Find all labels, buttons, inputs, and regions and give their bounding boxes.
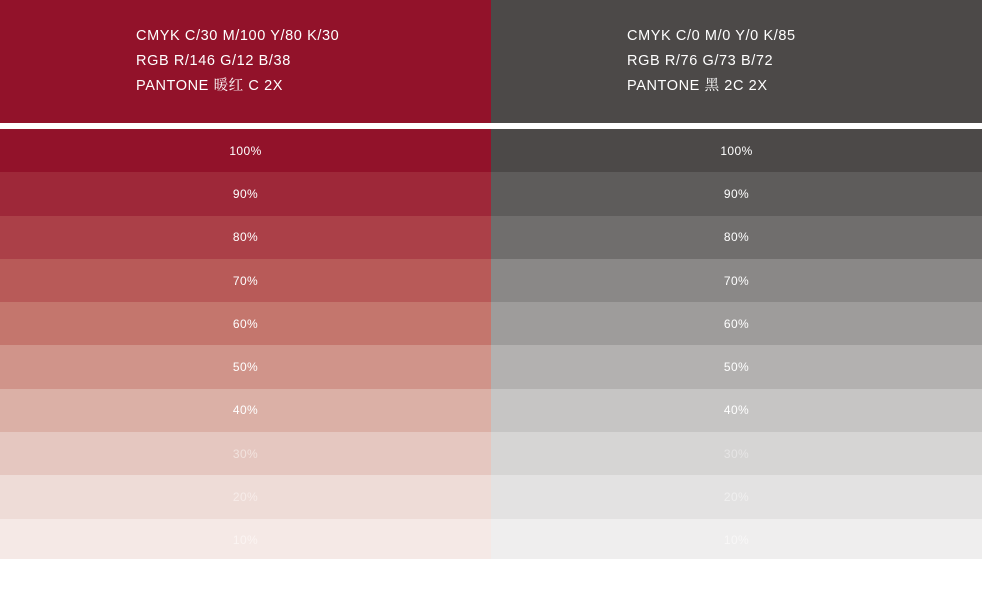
page-footer-whitespace <box>0 559 982 612</box>
tint-row <box>491 345 982 388</box>
tint-row <box>0 519 491 562</box>
palette-column-warm-red <box>0 0 491 562</box>
tint-label: 70% <box>723 273 750 288</box>
tint-row <box>491 302 982 345</box>
rgb-line: RGB R/146 G/12 B/38 <box>136 53 291 69</box>
tint-label: 100% <box>229 143 262 158</box>
tint-row <box>0 389 491 432</box>
cmyk-line: CMYK C/30 M/100 Y/80 K/30 <box>136 28 340 44</box>
tint-row <box>0 216 491 259</box>
tint-label: 10% <box>723 533 750 548</box>
rgb-line: RGB R/76 G/73 B/72 <box>627 53 774 69</box>
cmyk-line: CMYK C/0 M/0 Y/0 K/85 <box>627 28 796 44</box>
tint-label: 50% <box>723 360 750 375</box>
tint-label: 90% <box>232 186 259 201</box>
tint-label: 30% <box>232 446 259 461</box>
tint-row <box>491 519 982 562</box>
tint-row <box>0 259 491 302</box>
tint-row <box>491 475 982 518</box>
tint-row <box>0 172 491 215</box>
tint-label: 100% <box>720 143 753 158</box>
tint-row <box>491 259 982 302</box>
tint-label: 40% <box>723 403 750 418</box>
color-info-header-warm-red <box>0 0 491 123</box>
tint-label: 60% <box>723 316 750 331</box>
palette-column-black <box>491 0 982 562</box>
tint-row <box>0 432 491 475</box>
tint-row <box>0 475 491 518</box>
tint-row <box>491 172 982 215</box>
tint-row <box>491 129 982 172</box>
pantone-line: PANTONE 黑 2C 2X <box>627 78 768 94</box>
tint-label: 50% <box>232 360 259 375</box>
tint-label: 90% <box>723 186 750 201</box>
tint-label: 80% <box>232 230 259 245</box>
tint-row <box>491 432 982 475</box>
tint-row <box>491 216 982 259</box>
tint-row <box>0 345 491 388</box>
tint-label: 70% <box>232 273 259 288</box>
tint-label: 60% <box>232 316 259 331</box>
tint-row <box>0 302 491 345</box>
color-info-header-black <box>491 0 982 123</box>
tint-label: 20% <box>723 490 750 505</box>
tint-row <box>0 129 491 172</box>
tint-label: 30% <box>723 446 750 461</box>
tint-row <box>491 389 982 432</box>
tint-label: 10% <box>232 533 259 548</box>
tint-label: 80% <box>723 230 750 245</box>
tint-label: 20% <box>232 490 259 505</box>
tint-label: 40% <box>232 403 259 418</box>
pantone-line: PANTONE 暖红 C 2X <box>136 78 284 94</box>
